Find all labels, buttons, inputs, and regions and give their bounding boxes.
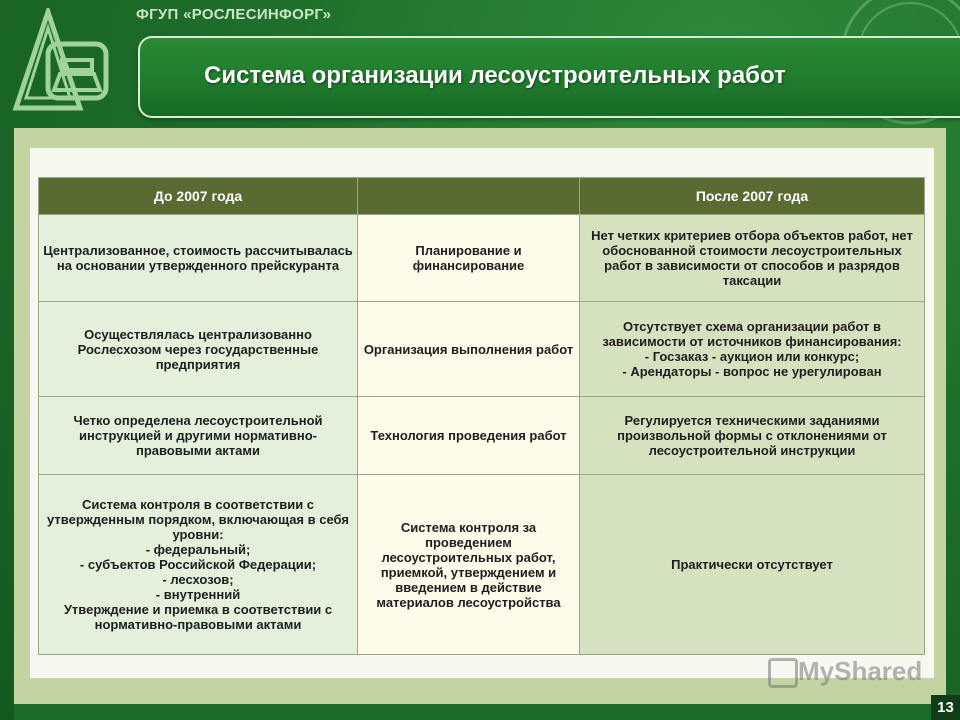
table-header-row: [39, 178, 925, 215]
cell-after: Регулируется техническими заданиями произвольной формы с отклонениями от лесоустроительной инструкции: [580, 397, 925, 475]
watermark-text: MyShared: [798, 656, 923, 686]
page-number: 13: [931, 695, 960, 720]
title-banner: [138, 36, 960, 118]
org-name: ФГУП «РОСЛЕСИНФОРГ»: [136, 6, 332, 23]
watermark: [766, 656, 922, 687]
page-title: Система организации лесоустроительных работ: [204, 62, 786, 89]
footer-bar: [14, 704, 960, 720]
header-aspect: [358, 178, 580, 215]
cell-before: Осуществлялась централизованно Рослесхозом через государственные предприятия: [39, 302, 358, 397]
table-row: [39, 302, 925, 397]
cell-aspect: Организация выполнения работ: [358, 302, 580, 397]
cell-before: Четко определена лесоустроительной инструкцией и другими нормативно-правовыми актами: [39, 397, 358, 475]
cell-aspect: Планирование и финансирование: [358, 215, 580, 302]
cell-aspect: Система контроля за проведением лесоустроительных работ, приемкой, утверждением и введением в действие материалов лесоустройства: [358, 475, 580, 655]
cell-after: Практически отсутствует: [580, 475, 925, 655]
table-row: [39, 215, 925, 302]
rosleinforg-logo-icon: [10, 8, 120, 116]
cell-after: Отсутствует схема организации работ в зависимости от источников финансирования: - Госзаказ - аукцион или конкурс; - Арендаторы - вопрос не урегулирован: [580, 302, 925, 397]
cell-before: Централизованное, стоимость рассчитывалась на основании утвержденного прейскуранта: [39, 215, 358, 302]
cell-after: Нет четких критериев отбора объектов работ, нет обоснованной стоимости лесоустроительных работ в зависимости от способов и разрядов таксации: [580, 215, 925, 302]
cell-aspect: Технология проведения работ: [358, 397, 580, 475]
table-row: [39, 397, 925, 475]
header-before-2007: До 2007 года: [39, 178, 358, 215]
header-after-2007: После 2007 года: [580, 178, 925, 215]
comparison-table: [38, 177, 925, 655]
cell-before: Система контроля в соответствии с утвержденным порядком, включающая в себя уровни: - федеральный; - субъектов Российской Федерации; - лесхозов; - внутренний Утверждение и приемка в соответствии с нормативно-правовыми актами: [39, 475, 358, 655]
table-row: [39, 475, 925, 655]
